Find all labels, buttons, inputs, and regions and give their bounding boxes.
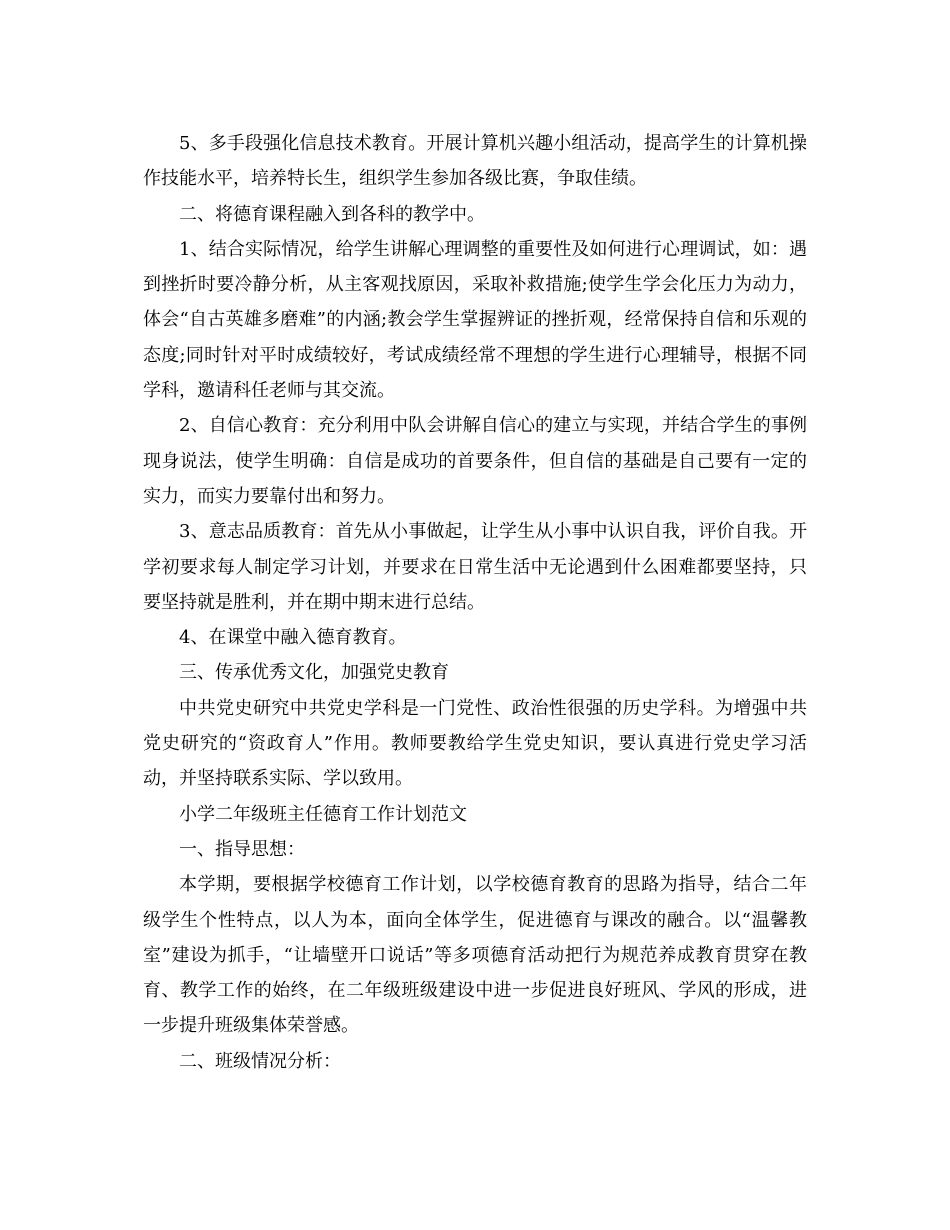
- document-subtitle: 小学二年级班主任德育工作计划范文: [179, 803, 467, 825]
- heading-class-analysis: 二、班级情况分析：: [179, 1050, 341, 1072]
- heading-moral-curriculum: 二、将德育课程融入到各科的教学中。: [179, 203, 485, 225]
- paragraph-classroom-moral: 4、在课堂中融入德育教育。: [179, 627, 407, 649]
- paragraph-psychology: 1、结合实际情况，给学生讲解心理调整的重要性及如何进行心理调试，如：遇到挫折时要冷静分析，从主客观找原因，采取补救措施;使学生学会化压力为动力，体会“自古英雄多磨难”的内涵;教会学生掌握辨证的挫折观，经常保持自信和乐观的态度;同时针对平时成绩较好，考试成绩经常不理想的学生进行心理辅导，根据不同学科，邀请科任老师与其交流。: [143, 238, 807, 402]
- paragraph-party-history: 中共党史研究中共党史学科是一门党性、政治性很强的历史学科。为增强中共党史研究的“资政育人”作用。教师要教给学生党史知识，要认真进行党史学习活动，并坚持联系实际、学以致用。: [143, 697, 807, 790]
- heading-guiding-thought: 一、指导思想：: [179, 838, 305, 860]
- paragraph-info-tech: 5、多手段强化信息技术教育。开展计算机兴趣小组活动，提高学生的计算机操作技能水平，培养特长生，组织学生参加各级比赛，争取佳绩。: [143, 133, 807, 190]
- paragraph-confidence: 2、自信心教育：充分利用中队会讲解自信心的建立与实现，并结合学生的事例现身说法，使学生明确：自信是成功的首要条件，但自信的基础是自己要有一定的实力，而实力要靠付出和努力。: [143, 415, 807, 507]
- document-body: [143, 126, 807, 1079]
- heading-party-history: 三、传承优秀文化，加强党史教育: [179, 662, 449, 684]
- paragraph-willpower: 3、意志品质教育：首先从小事做起，让学生从小事中认识自我，评价自我。开学初要求每人制定学习计划，并要求在日常生活中无论遇到什么困难都要坚持，只要坚持就是胜利，并在期中期末进行总结。: [143, 521, 807, 613]
- paragraph-guiding-thought: 本学期，要根据学校德育工作计划，以学校德育教育的思路为指导，结合二年级学生个性特点，以人为本，面向全体学生，促进德育与课改的融合。以“温馨教室”建设为抓手，“让墙壁开口说话”等多项德育活动把行为规范养成教育贯穿在教育、教学工作的始终，在二年级班级建设中进一步促进良好班风、学风的形成，进一步提升班级集体荣誉感。: [143, 874, 807, 1037]
